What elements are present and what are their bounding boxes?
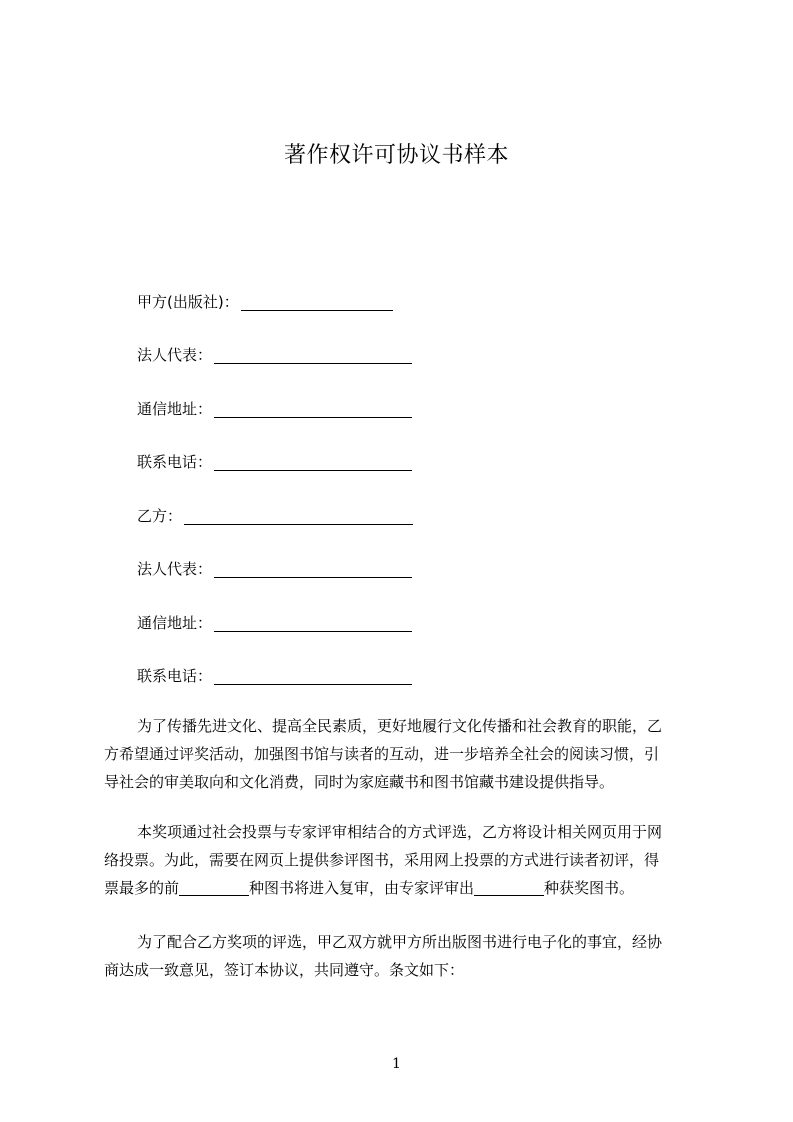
party-b-rep-label: 法人代表：: [137, 560, 213, 578]
paragraph-line: 商达成一致意见，签订本协议，共同遵守。条文如下：: [104, 961, 465, 979]
text-segment: 票最多的前: [104, 879, 180, 897]
count-blank-first[interactable]: [179, 879, 249, 896]
document-title: 著作权许可协议书样本: [283, 143, 509, 168]
party-b-name-blank[interactable]: [184, 508, 413, 525]
paragraph-line: 络投票。为此，需要在网页上提供参评图书，采用网上投票的方式进行读者初评，得: [104, 851, 660, 869]
paragraph-agreement: [104, 928, 700, 984]
party-b-name-field: [137, 505, 413, 527]
party-a-name-blank[interactable]: [241, 294, 393, 311]
paragraph-voting: [104, 818, 700, 902]
party-a-address-field: [137, 398, 412, 420]
paragraph-line: 本奖项通过社会投票与专家评审相结合的方式评选，乙方将设计相关网页用于网: [137, 823, 663, 841]
paragraph-line: 为了传播先进文化、提高全民素质，更好地履行文化传播和社会教育的职能，乙: [137, 717, 663, 735]
party-a-rep-blank[interactable]: [214, 347, 412, 364]
paragraph-line: 为了配合乙方奖项的评选，甲乙双方就甲方所出版图书进行电子化的事宜，经协: [137, 933, 663, 951]
party-a-phone-blank[interactable]: [214, 454, 412, 471]
page-number: 1: [392, 1056, 401, 1072]
text-segment: 种获奖图书。: [544, 879, 635, 897]
party-b-phone-field: [137, 665, 412, 687]
party-b-rep-field: [137, 558, 412, 580]
paragraph-line-with-blanks: [104, 874, 700, 902]
party-a-address-label: 通信地址：: [137, 400, 213, 418]
party-a-name-label: 甲方(出版社)：: [137, 293, 239, 311]
party-b-phone-label: 联系电话：: [137, 667, 213, 685]
party-b-name-label: 乙方：: [137, 507, 183, 525]
party-a-address-blank[interactable]: [214, 401, 412, 418]
party-a-name-field: [137, 291, 393, 313]
party-b-rep-blank[interactable]: [214, 561, 412, 578]
party-b-address-blank[interactable]: [214, 615, 412, 632]
party-b-address-label: 通信地址：: [137, 614, 213, 632]
party-a-rep-field: [137, 344, 412, 366]
party-a-phone-field: [137, 451, 412, 473]
count-blank-second[interactable]: [474, 879, 544, 896]
paragraph-purpose: [104, 712, 700, 796]
paragraph-line: 方希望通过评奖活动，加强图书馆与读者的互动，进一步培养全社会的阅读习惯，引: [104, 745, 660, 763]
party-a-rep-label: 法人代表：: [137, 346, 213, 364]
party-b-address-field: [137, 612, 412, 634]
party-a-phone-label: 联系电话：: [137, 453, 213, 471]
party-b-phone-blank[interactable]: [214, 668, 412, 685]
text-segment: 种图书将进入复审，由专家评审出: [249, 879, 475, 897]
paragraph-line: 导社会的审美取向和文化消费，同时为家庭藏书和图书馆藏书建设提供指导。: [104, 773, 615, 791]
